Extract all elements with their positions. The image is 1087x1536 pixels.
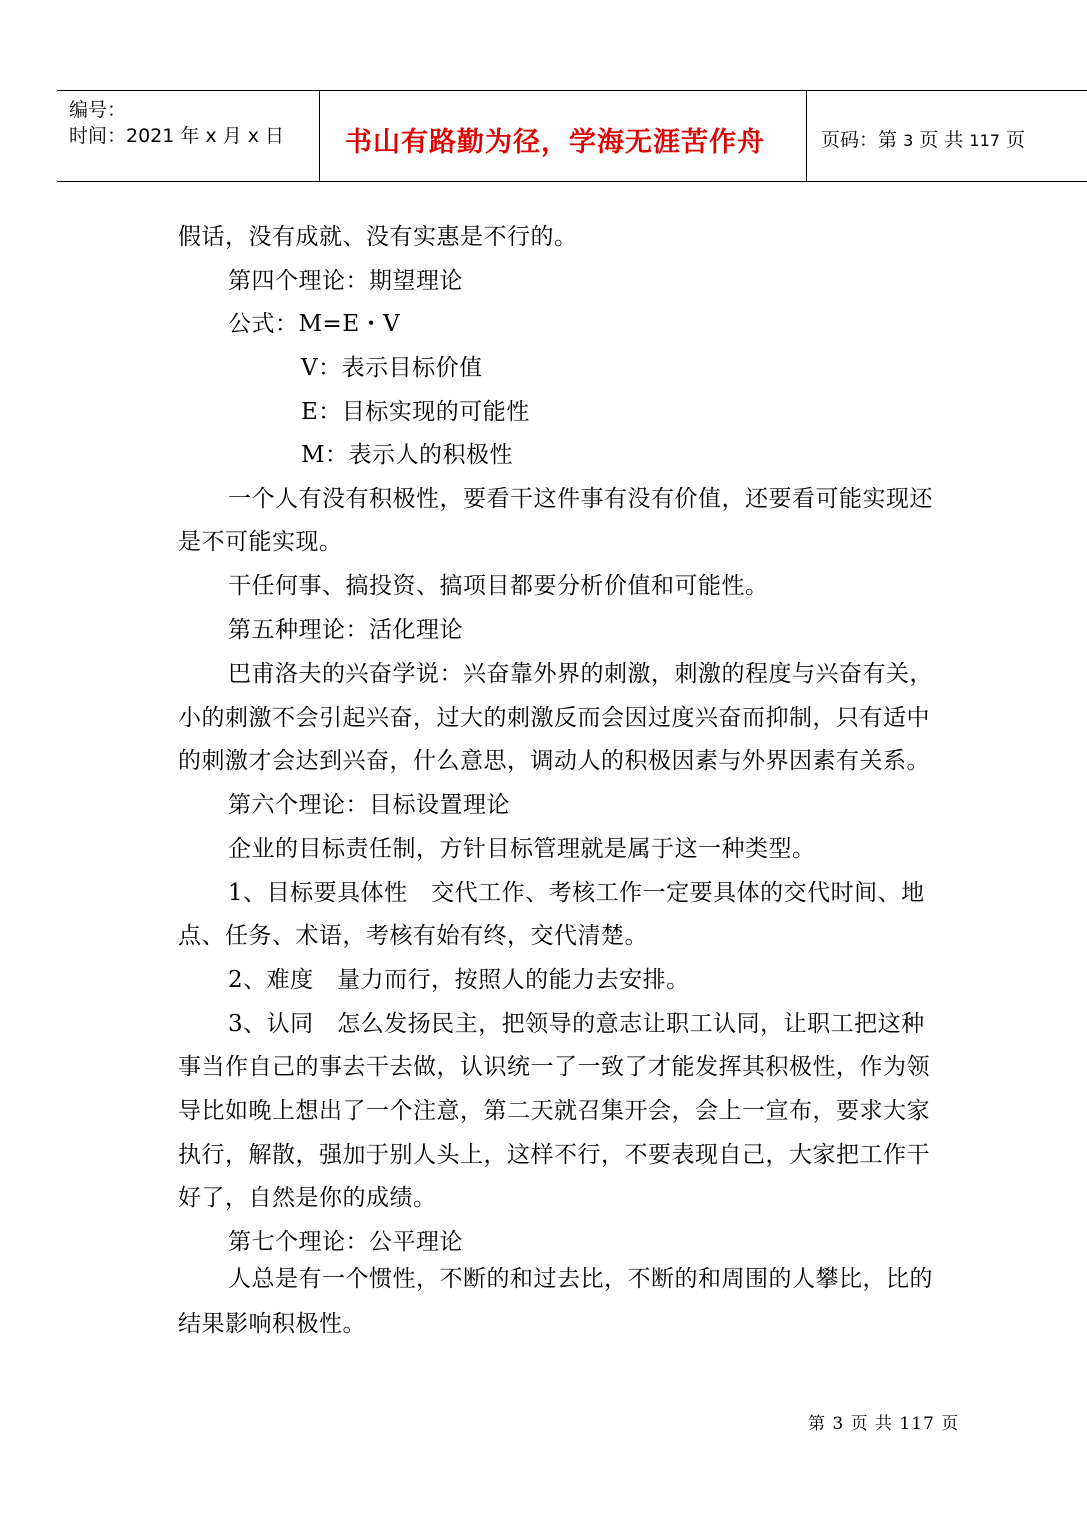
body-line: 企业的目标责任制，方针目标管理就是属于这一种类型。 <box>228 836 816 862</box>
page-footer: 第 3 页 共 117 页 <box>808 1414 960 1434</box>
formula-definition: V：表示目标价值 <box>301 355 483 381</box>
page-header <box>57 90 1087 182</box>
document-number-label: 编号： <box>69 99 127 121</box>
header-motto: 书山有路勤为径，学海无涯苦作舟 <box>345 127 765 158</box>
body-line: 执行，解散，强加于别人头上，这样不行，不要表现自己，大家把工作干 <box>178 1142 930 1168</box>
section-heading: 第五种理论：活化理论 <box>228 617 463 643</box>
body-line: 事当作自己的事去干去做，认识统一了一致了才能发挥其积极性，作为领 <box>178 1054 930 1080</box>
body-line: 是不可能实现。 <box>178 529 343 555</box>
section-heading: 第七个理论：公平理论 <box>228 1229 463 1255</box>
body-line: 假话，没有成就、没有实惠是不行的。 <box>178 224 578 250</box>
body-line: 结果影响积极性。 <box>178 1311 366 1337</box>
header-page-indicator <box>821 125 1025 152</box>
page-current: 3 <box>903 131 914 150</box>
body-line: 3、认同 怎么发扬民主，把领导的意志让职工认同，让职工把这种 <box>228 1011 925 1037</box>
body-line: 2、难度 量力而行，按照人的能力去安排。 <box>228 967 690 993</box>
body-line: 1、目标要具体性 交代工作、考核工作一定要具体的交代时间、地 <box>228 880 925 906</box>
section-heading: 第六个理论：目标设置理论 <box>228 792 510 818</box>
body-line: 点、任务、术语，考核有始有终，交代清楚。 <box>178 923 648 949</box>
body-line: 人总是有一个惯性，不断的和过去比，不断的和周围的人攀比，比的 <box>228 1266 933 1292</box>
formula-definition: E：目标实现的可能性 <box>301 399 530 425</box>
page-total: 117 <box>969 131 1000 150</box>
page-label-mid: 页 共 <box>919 129 964 151</box>
body-line: 干任何事、搞投资、搞项目都要分析价值和可能性。 <box>228 573 769 599</box>
document-time-label: 时间：2021 年 x 月 x 日 <box>69 125 285 147</box>
header-page-cell <box>807 91 1087 181</box>
body-line: 导比如晚上想出了一个注意，第二天就召集开会，会上一宣布，要求大家 <box>178 1098 930 1124</box>
header-left-cell <box>57 91 320 181</box>
body-line: 小的刺激不会引起兴奋，过大的刺激反而会因过度兴奋而抑制，只有适中 <box>178 705 930 731</box>
body-line: 巴甫洛夫的兴奋学说：兴奋靠外界的刺激，刺激的程度与兴奋有关， <box>228 661 933 687</box>
formula-line: 公式：M=E・V <box>228 311 401 337</box>
body-line: 一个人有没有积极性，要看干这件事有没有价值，还要看可能实现还 <box>228 486 933 512</box>
page-label-prefix: 页码：第 <box>821 129 898 151</box>
header-motto-cell <box>320 91 807 181</box>
page-label-suffix: 页 <box>1005 129 1025 151</box>
section-heading: 第四个理论：期望理论 <box>228 268 463 294</box>
body-line: 的刺激才会达到兴奋，什么意思，调动人的积极因素与外界因素有关系。 <box>178 748 930 774</box>
body-line: 好了，自然是你的成绩。 <box>178 1185 437 1211</box>
formula-definition: M：表示人的积极性 <box>301 442 514 468</box>
